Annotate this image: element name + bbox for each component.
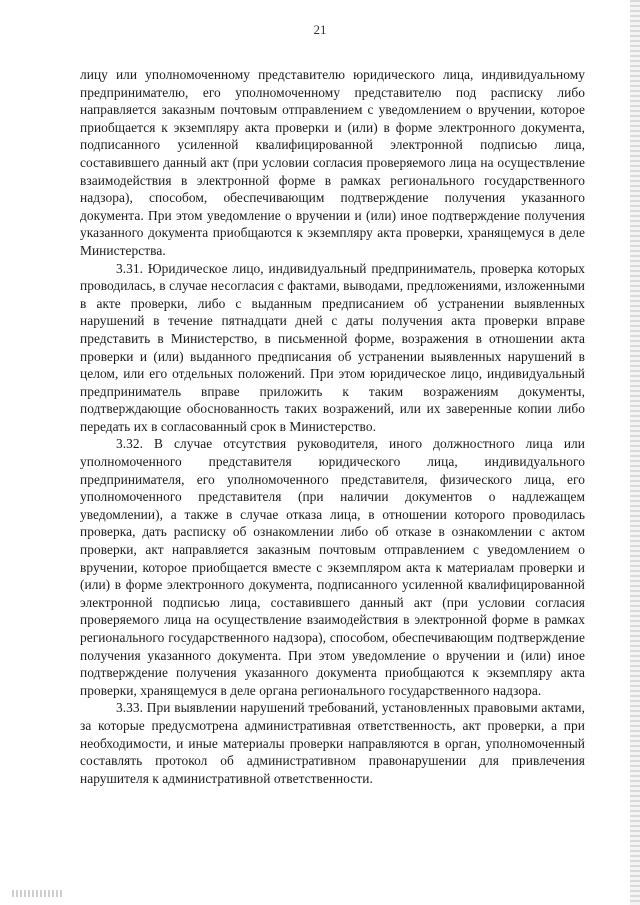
paragraph-continuation: лицу или уполномоченному представителю юридического лица, индивидуальному предпринимателю, его уполномоченному представителю под расписку либо направляется заказным почтовым отправлением с уведомлением о вручении, которое приобщается к экземпляру акта проверки и (или) в форме электронного документа, подписанного усиленной квалифицированной электронной подписью лица, составившего данный акт (при условии согласия проверяемого лица на осуществление взаимодействия в электронной форме в рамках регионального государственного надзора), способом, обеспечивающим подтверждение получения указанного документа. При этом уведомление о вручении и (или) иное подтверждение получения указанного документа приобщаются к экземпляру акта проверки, хранящемуся в деле Министерства. (80, 67, 585, 258)
paragraph-3-32: 3.32. В случае отсутствия руководителя, иного должностного лица или уполномоченного представителя юридического лица, индивидуального предпринимателя, его уполномоченного представителя, физического лица, его уполномоченного представителя (при наличии документов о надлежащем уведомлении), а также в случае отказа лица, в отношении которого проводилась проверка, дать расписку об ознакомлении либо об отказе в ознакомлении с актом проверки, акт направляется заказным почтовым отправлением с уведомлением о вручении, которое приобщается вместе с экземпляром акта к материалам проверки и (или) в форме электронного документа, подписанного усиленной квалифицированной электронной подписью лица, составившего данный акт (при условии согласия проверяемого лица на осуществление взаимодействия в электронной форме в рамках регионального государственного надзора), способом, обеспечивающим подтверждение получения указанного документа. При этом уведомление о вручении и (или) иное подтверждение получения указанного документа приобщаются к экземпляру акта проверки, хранящемуся в деле органа регионального государственного надзора. (80, 436, 585, 698)
scan-edge-artifact (630, 0, 640, 905)
document-body (80, 66, 585, 787)
page-number: 21 (313, 22, 327, 37)
paragraph-3-31: 3.31. Юридическое лицо, индивидуальный предприниматель, проверка которых проводилась, в случае несогласия с фактами, выводами, предложениями, изложенными в акте проверки, либо с выданным предписанием об устранении выявленных нарушений в течение пятнадцати дней с даты получения акта проверки вправе представить в Министерство, в письменной форме, возражения в отношении акта проверки и (или) выданного предписания об устранении выявленных нарушений в целом, или его отдельных положений. При этом юридическое лицо, индивидуальный предприниматель вправе приложить к таким возражениям документы, подтверждающие обоснованность таких возражений, или их заверенные копии либо передать их в согласованный срок в Министерство. (80, 260, 585, 434)
scan-mark-artifact (12, 890, 62, 897)
paragraph-3-33: 3.33. При выявлении нарушений требований, установленных правовыми актами, за которые предусмотрена административная ответственность, акт проверки, а при необходимости, и иные материалы проверки направляются в орган, уполномоченный составлять протокол об административном правонарушении для привлечения нарушителя к административной ответственности. (80, 700, 585, 786)
